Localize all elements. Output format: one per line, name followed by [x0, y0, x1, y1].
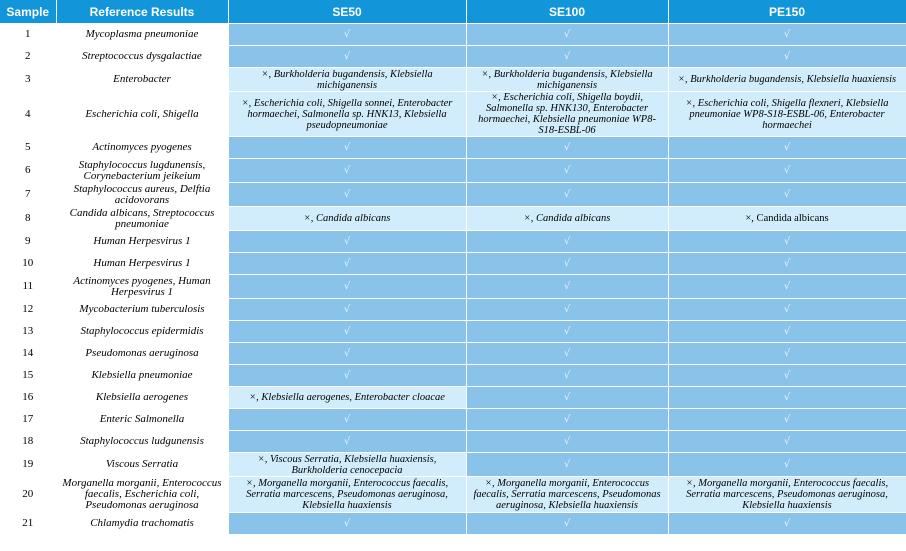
se50-check-icon: √ — [228, 159, 466, 183]
table-row — [0, 387, 906, 409]
pe150-check-icon: √ — [668, 46, 906, 68]
table-row — [0, 299, 906, 321]
se50-result-mismatch: ×, Escherichia coli, Shigella sonnei, Enterobacter hormaechei, Salmonella sp. HNK13, Klebsiella pseudopneumoniae — [228, 92, 466, 137]
se50-result-mismatch: ×, Burkholderia bugandensis, Klebsiella michiganensis — [228, 68, 466, 92]
se100-check-icon: √ — [466, 253, 668, 275]
table-row — [0, 92, 906, 137]
reference-result: Actinomyces pyogenes — [56, 137, 228, 159]
table-row — [0, 24, 906, 46]
reference-result: Mycoplasma pneumoniae — [56, 24, 228, 46]
reference-result: Chlamydia trachomatis — [56, 513, 228, 535]
pe150-check-icon: √ — [668, 453, 906, 477]
reference-result: Klebsiella pneumoniae — [56, 365, 228, 387]
se50-result-mismatch: ×, Klebsiella aerogenes, Enterobacter cloacae — [228, 387, 466, 409]
pe150-check-icon: √ — [668, 431, 906, 453]
se100-check-icon: √ — [466, 387, 668, 409]
sample-number: 4 — [0, 92, 56, 137]
pe150-check-icon: √ — [668, 24, 906, 46]
se50-result-mismatch: ×, Candida albicans — [228, 207, 466, 231]
sample-number: 3 — [0, 68, 56, 92]
se50-check-icon: √ — [228, 513, 466, 535]
pe150-check-icon: √ — [668, 275, 906, 299]
reference-result: Candida albicans, Streptococcus pneumoniae — [56, 207, 228, 231]
reference-result: Actinomyces pyogenes, Human Herpesvirus 1 — [56, 275, 228, 299]
se100-check-icon: √ — [466, 513, 668, 535]
col-header-sample: Sample — [0, 0, 56, 24]
se50-check-icon: √ — [228, 231, 466, 253]
reference-result: Staphylococcus ludgunensis — [56, 431, 228, 453]
table-row — [0, 453, 906, 477]
se100-check-icon: √ — [466, 24, 668, 46]
reference-result: Staphylococcus aureus, Delftia acidovorans — [56, 183, 228, 207]
sample-number: 1 — [0, 24, 56, 46]
sample-number: 9 — [0, 231, 56, 253]
table-row — [0, 365, 906, 387]
pe150-result-mismatch: ×, Burkholderia bugandensis, Klebsiella huaxiensis — [668, 68, 906, 92]
se50-check-icon: √ — [228, 137, 466, 159]
table-row — [0, 231, 906, 253]
se50-check-icon: √ — [228, 321, 466, 343]
se50-check-icon: √ — [228, 24, 466, 46]
reference-result: Pseudomonas aeruginosa — [56, 343, 228, 365]
pe150-check-icon: √ — [668, 321, 906, 343]
se50-check-icon: √ — [228, 183, 466, 207]
se50-check-icon: √ — [228, 343, 466, 365]
col-header-se100: SE100 — [466, 0, 668, 24]
reference-result: Streptococcus dysgalactiae — [56, 46, 228, 68]
pe150-check-icon: √ — [668, 299, 906, 321]
sample-number: 17 — [0, 409, 56, 431]
reference-result: Staphylococcus epidermidis — [56, 321, 228, 343]
se100-result-mismatch: ×, Candida albicans — [466, 207, 668, 231]
table-row — [0, 137, 906, 159]
reference-result: Morganella morganii, Enterococcus faecalis, Escherichia coli, Pseudomonas aeruginosa — [56, 477, 228, 513]
se50-check-icon: √ — [228, 253, 466, 275]
sample-number: 14 — [0, 343, 56, 365]
se100-check-icon: √ — [466, 409, 668, 431]
se50-check-icon: √ — [228, 275, 466, 299]
sample-number: 18 — [0, 431, 56, 453]
table-row — [0, 343, 906, 365]
reference-result: Enterobacter — [56, 68, 228, 92]
se100-check-icon: √ — [466, 365, 668, 387]
sample-number: 2 — [0, 46, 56, 68]
pe150-check-icon: √ — [668, 513, 906, 535]
table-row — [0, 207, 906, 231]
header-row — [0, 0, 906, 24]
table-row — [0, 321, 906, 343]
se50-check-icon: √ — [228, 409, 466, 431]
table-row — [0, 183, 906, 207]
table-row — [0, 477, 906, 513]
table-row — [0, 68, 906, 92]
se100-result-mismatch: ×, Morganella morganii, Enterococcus faecalis, Serratia marcescens, Pseudomonas aeruginosa, Klebsiella huaxiensis — [466, 477, 668, 513]
se100-check-icon: √ — [466, 321, 668, 343]
col-header-se50: SE50 — [228, 0, 466, 24]
pe150-check-icon: √ — [668, 343, 906, 365]
reference-result: Human Herpesvirus 1 — [56, 231, 228, 253]
se100-check-icon: √ — [466, 183, 668, 207]
col-header-reference: Reference Results — [56, 0, 228, 24]
sample-number: 12 — [0, 299, 56, 321]
sample-number: 15 — [0, 365, 56, 387]
sample-number: 5 — [0, 137, 56, 159]
se100-check-icon: √ — [466, 431, 668, 453]
sample-number: 19 — [0, 453, 56, 477]
sample-number: 11 — [0, 275, 56, 299]
pe150-check-icon: √ — [668, 365, 906, 387]
se100-check-icon: √ — [466, 343, 668, 365]
pe150-result-mismatch: ×, Escherichia coli, Shigella flexneri, Klebsiella pneumoniae WP8-S18-ESBL-06, Enterobacter hormaechei — [668, 92, 906, 137]
table-row — [0, 159, 906, 183]
se100-check-icon: √ — [466, 159, 668, 183]
se100-check-icon: √ — [466, 453, 668, 477]
pe150-check-icon: √ — [668, 387, 906, 409]
reference-result: Mycobacterium tuberculosis — [56, 299, 228, 321]
se100-check-icon: √ — [466, 231, 668, 253]
sample-number: 16 — [0, 387, 56, 409]
se50-check-icon: √ — [228, 299, 466, 321]
se50-check-icon: √ — [228, 46, 466, 68]
reference-result: Enteric Salmonella — [56, 409, 228, 431]
pe150-check-icon: √ — [668, 159, 906, 183]
sample-number: 7 — [0, 183, 56, 207]
reference-result: Klebsiella aerogenes — [56, 387, 228, 409]
sample-number: 20 — [0, 477, 56, 513]
se50-check-icon: √ — [228, 365, 466, 387]
table-row — [0, 409, 906, 431]
table-row — [0, 46, 906, 68]
sample-number: 13 — [0, 321, 56, 343]
table-row — [0, 253, 906, 275]
se100-check-icon: √ — [466, 46, 668, 68]
sample-number: 6 — [0, 159, 56, 183]
se50-result-mismatch: ×, Morganella morganii, Enterococcus faecalis, Serratia marcescens, Pseudomonas aeruginosa, Klebsiella huaxiensis — [228, 477, 466, 513]
sample-number: 8 — [0, 207, 56, 231]
sample-number: 21 — [0, 513, 56, 535]
reference-result: Staphylococcus lugdunensis, Corynebacterium jeikeium — [56, 159, 228, 183]
col-header-pe150: PE150 — [668, 0, 906, 24]
table-body — [0, 24, 906, 535]
table-row — [0, 431, 906, 453]
pe150-check-icon: √ — [668, 253, 906, 275]
pe150-check-icon: √ — [668, 183, 906, 207]
se50-check-icon: √ — [228, 431, 466, 453]
pe150-result-mismatch: ×, Candida albicans — [668, 207, 906, 231]
table-row — [0, 275, 906, 299]
reference-result: Human Herpesvirus 1 — [56, 253, 228, 275]
se100-check-icon: √ — [466, 137, 668, 159]
se100-check-icon: √ — [466, 299, 668, 321]
se100-result-mismatch: ×, Burkholderia bugandensis, Klebsiella michiganensis — [466, 68, 668, 92]
pe150-check-icon: √ — [668, 231, 906, 253]
pe150-check-icon: √ — [668, 137, 906, 159]
se50-result-mismatch: ×, Viscous Serratia, Klebsiella huaxiensis, Burkholderia cenocepacia — [228, 453, 466, 477]
sample-number: 10 — [0, 253, 56, 275]
se100-result-mismatch: ×, Escherichia coli, Shigella boydii, Salmonella sp. HNK130, Enterobacter hormaechei, Klebsiella pneumoniae WP8-S18-ESBL-06 — [466, 92, 668, 137]
reference-result: Escherichia coli, Shigella — [56, 92, 228, 137]
reference-result: Viscous Serratia — [56, 453, 228, 477]
table-row — [0, 513, 906, 535]
pe150-result-mismatch: ×, Morganella morganii, Enterococcus faecalis, Serratia marcescens, Pseudomonas aeruginosa, Klebsiella huaxiensis — [668, 477, 906, 513]
pe150-check-icon: √ — [668, 409, 906, 431]
se100-check-icon: √ — [466, 275, 668, 299]
